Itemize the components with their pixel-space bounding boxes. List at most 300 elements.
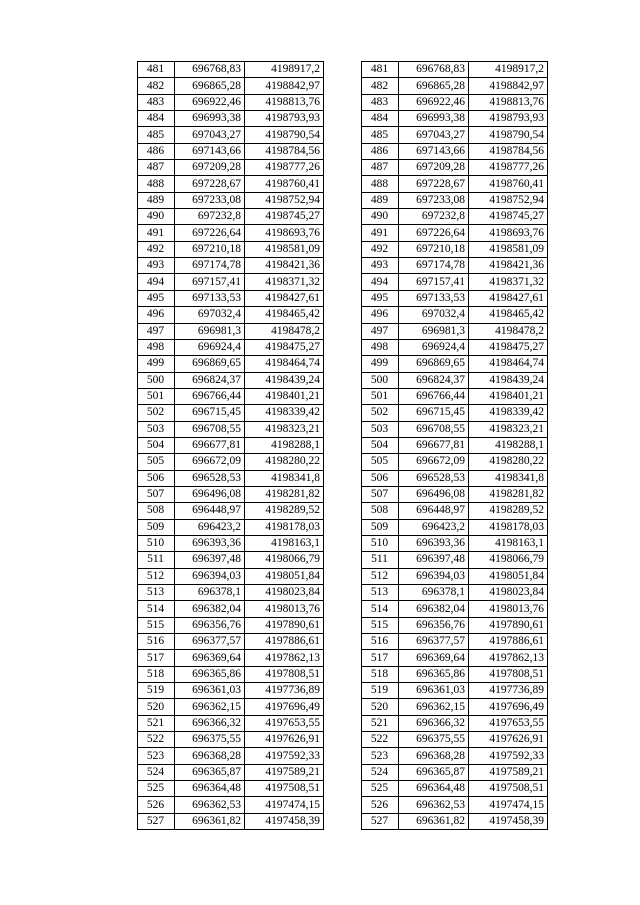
- point-number-cell: 507: [362, 486, 399, 502]
- table-row: [362, 585, 548, 601]
- table-row: [138, 339, 324, 355]
- table-row: [138, 486, 324, 502]
- point-number-cell: 527: [362, 813, 399, 829]
- y-coordinate-cell: 4197626,91: [469, 732, 548, 748]
- x-coordinate-cell: 696397,48: [399, 552, 469, 568]
- point-number-cell: 509: [138, 519, 175, 535]
- point-number-cell: 490: [138, 209, 175, 225]
- point-number-cell: 512: [138, 568, 175, 584]
- y-coordinate-cell: 4198013,76: [245, 601, 324, 617]
- y-coordinate-cell: 4197626,91: [245, 732, 324, 748]
- table-row: [362, 503, 548, 519]
- x-coordinate-cell: 696981,3: [175, 323, 245, 339]
- table-row: [138, 290, 324, 306]
- x-coordinate-cell: 697143,66: [175, 143, 245, 159]
- point-number-cell: 485: [138, 127, 175, 143]
- y-coordinate-cell: 4198178,03: [245, 519, 324, 535]
- x-coordinate-cell: 697228,67: [175, 176, 245, 192]
- table-row: [138, 323, 324, 339]
- point-number-cell: 503: [362, 421, 399, 437]
- x-coordinate-cell: 696382,04: [175, 601, 245, 617]
- x-coordinate-cell: 696362,53: [399, 797, 469, 813]
- x-coordinate-cell: 696365,86: [399, 666, 469, 682]
- y-coordinate-cell: 4198793,93: [469, 111, 548, 127]
- x-coordinate-cell: 696369,64: [399, 650, 469, 666]
- x-coordinate-cell: 696356,76: [399, 617, 469, 633]
- table-row: [362, 617, 548, 633]
- y-coordinate-cell: 4198784,56: [469, 143, 548, 159]
- x-coordinate-cell: 696377,57: [399, 634, 469, 650]
- x-coordinate-cell: 696865,28: [175, 78, 245, 94]
- table-row: [362, 111, 548, 127]
- x-coordinate-cell: 696993,38: [175, 111, 245, 127]
- table-row: [138, 421, 324, 437]
- x-coordinate-cell: 696715,45: [175, 405, 245, 421]
- x-coordinate-cell: 697032,4: [175, 307, 245, 323]
- point-number-cell: 511: [362, 552, 399, 568]
- point-number-cell: 515: [362, 617, 399, 633]
- point-number-cell: 491: [362, 225, 399, 241]
- y-coordinate-cell: 4198917,2: [469, 62, 548, 78]
- x-coordinate-cell: 696356,76: [175, 617, 245, 633]
- point-number-cell: 500: [362, 372, 399, 388]
- point-number-cell: 517: [138, 650, 175, 666]
- y-coordinate-cell: 4198163,1: [245, 535, 324, 551]
- point-number-cell: 516: [138, 634, 175, 650]
- x-coordinate-cell: 696496,08: [175, 486, 245, 502]
- point-number-cell: 507: [138, 486, 175, 502]
- y-coordinate-cell: 4198790,54: [245, 127, 324, 143]
- y-coordinate-cell: 4198745,27: [245, 209, 324, 225]
- table-row: [362, 421, 548, 437]
- y-coordinate-cell: 4198784,56: [245, 143, 324, 159]
- y-coordinate-cell: 4198760,41: [245, 176, 324, 192]
- point-number-cell: 502: [138, 405, 175, 421]
- x-coordinate-cell: 696672,09: [399, 454, 469, 470]
- table-row: [138, 437, 324, 453]
- x-coordinate-cell: 697233,08: [175, 192, 245, 208]
- table-row: [138, 535, 324, 551]
- point-number-cell: 519: [138, 683, 175, 699]
- y-coordinate-cell: 4197458,39: [245, 813, 324, 829]
- x-coordinate-cell: 696924,4: [399, 339, 469, 355]
- table-row: [362, 209, 548, 225]
- y-coordinate-cell: 4198464,74: [469, 356, 548, 372]
- x-coordinate-cell: 697143,66: [399, 143, 469, 159]
- y-coordinate-cell: 4197862,13: [469, 650, 548, 666]
- y-coordinate-cell: 4198288,1: [245, 437, 324, 453]
- x-coordinate-cell: 696677,81: [175, 437, 245, 453]
- x-coordinate-cell: 696993,38: [399, 111, 469, 127]
- table-row: [138, 699, 324, 715]
- point-number-cell: 514: [138, 601, 175, 617]
- y-coordinate-cell: 4198163,1: [469, 535, 548, 551]
- x-coordinate-cell: 697232,8: [175, 209, 245, 225]
- table-row: [362, 176, 548, 192]
- point-number-cell: 482: [138, 78, 175, 94]
- point-number-cell: 518: [138, 666, 175, 682]
- point-number-cell: 498: [362, 339, 399, 355]
- y-coordinate-cell: 4198842,97: [469, 78, 548, 94]
- y-coordinate-cell: 4198023,84: [245, 585, 324, 601]
- y-coordinate-cell: 4198760,41: [469, 176, 548, 192]
- y-coordinate-cell: 4197696,49: [469, 699, 548, 715]
- y-coordinate-cell: 4198371,32: [469, 274, 548, 290]
- x-coordinate-cell: 696368,28: [175, 748, 245, 764]
- y-coordinate-cell: 4197890,61: [245, 617, 324, 633]
- x-coordinate-cell: 696677,81: [399, 437, 469, 453]
- x-coordinate-cell: 696382,04: [399, 601, 469, 617]
- y-coordinate-cell: 4198693,76: [469, 225, 548, 241]
- table-row: [138, 617, 324, 633]
- table-row: [138, 192, 324, 208]
- point-number-cell: 510: [362, 535, 399, 551]
- point-number-cell: 490: [362, 209, 399, 225]
- point-number-cell: 524: [138, 764, 175, 780]
- y-coordinate-cell: 4197653,55: [469, 715, 548, 731]
- y-coordinate-cell: 4198475,27: [245, 339, 324, 355]
- y-coordinate-cell: 4198478,2: [245, 323, 324, 339]
- y-coordinate-cell: 4198339,42: [469, 405, 548, 421]
- point-number-cell: 499: [362, 356, 399, 372]
- y-coordinate-cell: 4198051,84: [469, 568, 548, 584]
- point-number-cell: 515: [138, 617, 175, 633]
- y-coordinate-cell: 4198427,61: [469, 290, 548, 306]
- x-coordinate-cell: 696362,15: [175, 699, 245, 715]
- table-row: [362, 372, 548, 388]
- point-number-cell: 489: [138, 192, 175, 208]
- point-number-cell: 487: [138, 160, 175, 176]
- y-coordinate-cell: 4197890,61: [469, 617, 548, 633]
- x-coordinate-cell: 696366,32: [175, 715, 245, 731]
- x-coordinate-cell: 696423,2: [399, 519, 469, 535]
- x-coordinate-cell: 696378,1: [175, 585, 245, 601]
- point-number-cell: 496: [138, 307, 175, 323]
- point-number-cell: 501: [362, 388, 399, 404]
- x-coordinate-cell: 696528,53: [399, 470, 469, 486]
- point-number-cell: 481: [362, 62, 399, 78]
- table-row: [362, 764, 548, 780]
- x-coordinate-cell: 696394,03: [175, 568, 245, 584]
- table-row: [362, 634, 548, 650]
- table-row: [362, 601, 548, 617]
- table-row: [138, 94, 324, 110]
- y-coordinate-cell: 4198066,79: [245, 552, 324, 568]
- table-row: [138, 356, 324, 372]
- table-row: [138, 601, 324, 617]
- table-row: [362, 535, 548, 551]
- x-coordinate-cell: 696768,83: [175, 62, 245, 78]
- table-row: [362, 339, 548, 355]
- point-number-cell: 510: [138, 535, 175, 551]
- point-number-cell: 520: [138, 699, 175, 715]
- point-number-cell: 524: [362, 764, 399, 780]
- y-coordinate-cell: 4198280,22: [245, 454, 324, 470]
- x-coordinate-cell: 696369,64: [175, 650, 245, 666]
- point-number-cell: 485: [362, 127, 399, 143]
- table-row: [362, 241, 548, 257]
- table-row: [138, 274, 324, 290]
- x-coordinate-cell: 697210,18: [175, 241, 245, 257]
- point-number-cell: 526: [138, 797, 175, 813]
- table-row: [138, 209, 324, 225]
- x-coordinate-cell: 696924,4: [175, 339, 245, 355]
- table-row: [138, 160, 324, 176]
- y-coordinate-cell: 4198475,27: [469, 339, 548, 355]
- point-number-cell: 526: [362, 797, 399, 813]
- x-coordinate-cell: 696865,28: [399, 78, 469, 94]
- y-coordinate-cell: 4198427,61: [245, 290, 324, 306]
- coordinate-table-right-body: [362, 62, 548, 830]
- table-row: [362, 666, 548, 682]
- y-coordinate-cell: 4197808,51: [469, 666, 548, 682]
- table-row: [138, 111, 324, 127]
- point-number-cell: 506: [362, 470, 399, 486]
- y-coordinate-cell: 4198341,8: [245, 470, 324, 486]
- point-number-cell: 521: [138, 715, 175, 731]
- x-coordinate-cell: 696362,15: [399, 699, 469, 715]
- table-row: [362, 437, 548, 453]
- table-row: [362, 486, 548, 502]
- y-coordinate-cell: 4198752,94: [245, 192, 324, 208]
- x-coordinate-cell: 697232,8: [399, 209, 469, 225]
- table-row: [138, 666, 324, 682]
- point-number-cell: 521: [362, 715, 399, 731]
- x-coordinate-cell: 696361,03: [399, 683, 469, 699]
- x-coordinate-cell: 696377,57: [175, 634, 245, 650]
- point-number-cell: 487: [362, 160, 399, 176]
- table-row: [362, 160, 548, 176]
- x-coordinate-cell: 697043,27: [399, 127, 469, 143]
- table-row: [138, 176, 324, 192]
- point-number-cell: 486: [138, 143, 175, 159]
- y-coordinate-cell: 4197508,51: [469, 781, 548, 797]
- table-row: [138, 715, 324, 731]
- y-coordinate-cell: 4198842,97: [245, 78, 324, 94]
- x-coordinate-cell: 697226,64: [399, 225, 469, 241]
- table-row: [138, 258, 324, 274]
- y-coordinate-cell: 4197458,39: [469, 813, 548, 829]
- table-row: [138, 503, 324, 519]
- x-coordinate-cell: 696922,46: [399, 94, 469, 110]
- point-number-cell: 522: [362, 732, 399, 748]
- table-row: [362, 552, 548, 568]
- point-number-cell: 483: [362, 94, 399, 110]
- y-coordinate-cell: 4198401,21: [469, 388, 548, 404]
- table-row: [138, 650, 324, 666]
- table-row: [362, 715, 548, 731]
- table-row: [362, 94, 548, 110]
- table-row: [362, 650, 548, 666]
- table-row: [362, 62, 548, 78]
- x-coordinate-cell: 696869,65: [399, 356, 469, 372]
- point-number-cell: 505: [138, 454, 175, 470]
- x-coordinate-cell: 696824,37: [399, 372, 469, 388]
- x-coordinate-cell: 697157,41: [175, 274, 245, 290]
- y-coordinate-cell: 4198066,79: [469, 552, 548, 568]
- point-number-cell: 483: [138, 94, 175, 110]
- table-row: [362, 797, 548, 813]
- table-row: [138, 470, 324, 486]
- y-coordinate-cell: 4198793,93: [245, 111, 324, 127]
- table-row: [138, 797, 324, 813]
- x-coordinate-cell: 696365,87: [175, 764, 245, 780]
- y-coordinate-cell: 4198478,2: [469, 323, 548, 339]
- point-number-cell: 494: [362, 274, 399, 290]
- x-coordinate-cell: 697228,67: [399, 176, 469, 192]
- point-number-cell: 499: [138, 356, 175, 372]
- point-number-cell: 495: [138, 290, 175, 306]
- x-coordinate-cell: 697133,53: [399, 290, 469, 306]
- y-coordinate-cell: 4198178,03: [469, 519, 548, 535]
- x-coordinate-cell: 697133,53: [175, 290, 245, 306]
- x-coordinate-cell: 696981,3: [399, 323, 469, 339]
- x-coordinate-cell: 696397,48: [175, 552, 245, 568]
- point-number-cell: 502: [362, 405, 399, 421]
- y-coordinate-cell: 4197592,33: [245, 748, 324, 764]
- y-coordinate-cell: 4197886,61: [245, 634, 324, 650]
- table-row: [362, 519, 548, 535]
- point-number-cell: 497: [362, 323, 399, 339]
- x-coordinate-cell: 696708,55: [399, 421, 469, 437]
- x-coordinate-cell: 697226,64: [175, 225, 245, 241]
- y-coordinate-cell: 4198013,76: [469, 601, 548, 617]
- y-coordinate-cell: 4198439,24: [469, 372, 548, 388]
- table-row: [138, 764, 324, 780]
- table-row: [362, 274, 548, 290]
- table-row: [362, 143, 548, 159]
- point-number-cell: 523: [138, 748, 175, 764]
- table-row: [362, 568, 548, 584]
- table-row: [138, 748, 324, 764]
- table-row: [362, 78, 548, 94]
- point-number-cell: 508: [362, 503, 399, 519]
- x-coordinate-cell: 696365,86: [175, 666, 245, 682]
- y-coordinate-cell: 4197508,51: [245, 781, 324, 797]
- x-coordinate-cell: 696448,97: [399, 503, 469, 519]
- point-number-cell: 500: [138, 372, 175, 388]
- table-row: [138, 634, 324, 650]
- y-coordinate-cell: 4198051,84: [245, 568, 324, 584]
- y-coordinate-cell: 4198289,52: [469, 503, 548, 519]
- y-coordinate-cell: 4198581,09: [245, 241, 324, 257]
- y-coordinate-cell: 4197736,89: [245, 683, 324, 699]
- table-row: [138, 241, 324, 257]
- x-coordinate-cell: 697209,28: [175, 160, 245, 176]
- point-number-cell: 488: [138, 176, 175, 192]
- x-coordinate-cell: 696364,48: [175, 781, 245, 797]
- point-number-cell: 513: [362, 585, 399, 601]
- point-number-cell: 522: [138, 732, 175, 748]
- table-row: [138, 388, 324, 404]
- y-coordinate-cell: 4197589,21: [245, 764, 324, 780]
- x-coordinate-cell: 697233,08: [399, 192, 469, 208]
- y-coordinate-cell: 4198421,36: [469, 258, 548, 274]
- point-number-cell: 495: [362, 290, 399, 306]
- point-number-cell: 512: [362, 568, 399, 584]
- y-coordinate-cell: 4198465,42: [245, 307, 324, 323]
- table-row: [138, 143, 324, 159]
- x-coordinate-cell: 696393,36: [399, 535, 469, 551]
- y-coordinate-cell: 4198777,26: [245, 160, 324, 176]
- point-number-cell: 492: [138, 241, 175, 257]
- x-coordinate-cell: 696375,55: [399, 732, 469, 748]
- x-coordinate-cell: 697174,78: [175, 258, 245, 274]
- point-number-cell: 504: [362, 437, 399, 453]
- table-row: [362, 290, 548, 306]
- x-coordinate-cell: 696869,65: [175, 356, 245, 372]
- y-coordinate-cell: 4198917,2: [245, 62, 324, 78]
- x-coordinate-cell: 696715,45: [399, 405, 469, 421]
- point-number-cell: 509: [362, 519, 399, 535]
- y-coordinate-cell: 4197696,49: [245, 699, 324, 715]
- y-coordinate-cell: 4197474,15: [245, 797, 324, 813]
- y-coordinate-cell: 4198752,94: [469, 192, 548, 208]
- x-coordinate-cell: 696922,46: [175, 94, 245, 110]
- table-row: [362, 225, 548, 241]
- table-row: [138, 732, 324, 748]
- point-number-cell: 520: [362, 699, 399, 715]
- y-coordinate-cell: 4198323,21: [245, 421, 324, 437]
- x-coordinate-cell: 696361,82: [175, 813, 245, 829]
- point-number-cell: 514: [362, 601, 399, 617]
- table-row: [138, 519, 324, 535]
- y-coordinate-cell: 4198790,54: [469, 127, 548, 143]
- y-coordinate-cell: 4197589,21: [469, 764, 548, 780]
- point-number-cell: 511: [138, 552, 175, 568]
- table-row: [138, 62, 324, 78]
- point-number-cell: 481: [138, 62, 175, 78]
- table-row: [362, 454, 548, 470]
- y-coordinate-cell: 4197736,89: [469, 683, 548, 699]
- table-row: [138, 225, 324, 241]
- table-row: [138, 454, 324, 470]
- point-number-cell: 504: [138, 437, 175, 453]
- point-number-cell: 503: [138, 421, 175, 437]
- x-coordinate-cell: 696672,09: [175, 454, 245, 470]
- y-coordinate-cell: 4198281,82: [245, 486, 324, 502]
- point-number-cell: 527: [138, 813, 175, 829]
- point-number-cell: 498: [138, 339, 175, 355]
- table-row: [362, 781, 548, 797]
- point-number-cell: 484: [362, 111, 399, 127]
- y-coordinate-cell: 4198777,26: [469, 160, 548, 176]
- table-row: [362, 732, 548, 748]
- coordinate-table-right: [361, 61, 548, 830]
- x-coordinate-cell: 696393,36: [175, 535, 245, 551]
- y-coordinate-cell: 4198439,24: [245, 372, 324, 388]
- table-row: [362, 258, 548, 274]
- table-row: [362, 699, 548, 715]
- point-number-cell: 496: [362, 307, 399, 323]
- table-row: [362, 323, 548, 339]
- table-row: [138, 552, 324, 568]
- y-coordinate-cell: 4197653,55: [245, 715, 324, 731]
- y-coordinate-cell: 4197592,33: [469, 748, 548, 764]
- y-coordinate-cell: 4198581,09: [469, 241, 548, 257]
- x-coordinate-cell: 696528,53: [175, 470, 245, 486]
- coordinate-table-left: [137, 61, 324, 830]
- y-coordinate-cell: 4197886,61: [469, 634, 548, 650]
- x-coordinate-cell: 696448,97: [175, 503, 245, 519]
- x-coordinate-cell: 696766,44: [175, 388, 245, 404]
- table-row: [362, 748, 548, 764]
- x-coordinate-cell: 697174,78: [399, 258, 469, 274]
- y-coordinate-cell: 4198813,76: [469, 94, 548, 110]
- point-number-cell: 516: [362, 634, 399, 650]
- y-coordinate-cell: 4198813,76: [245, 94, 324, 110]
- point-number-cell: 484: [138, 111, 175, 127]
